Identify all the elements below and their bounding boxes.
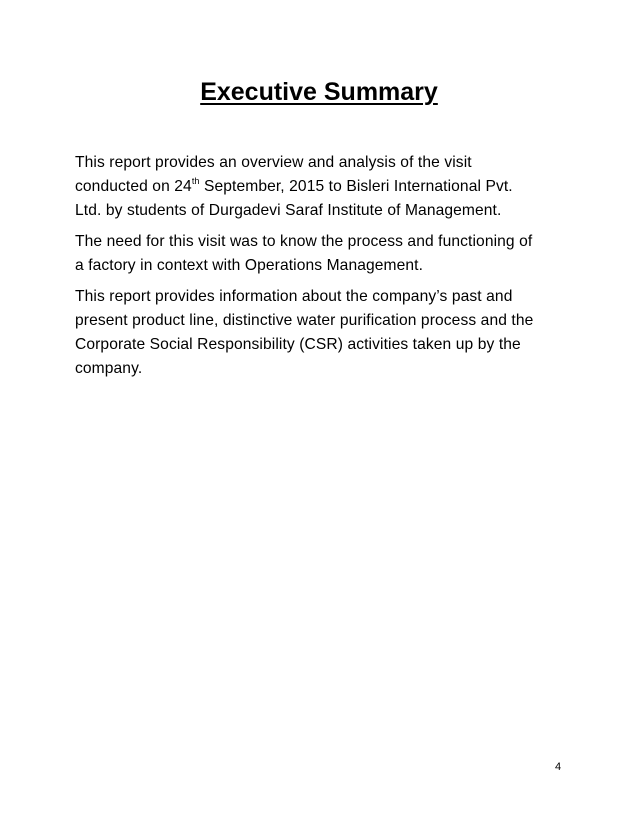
paragraph-line: The need for this visit was to know the process and functioning of — [75, 233, 533, 250]
page-title: Executive Summary — [200, 78, 438, 106]
paragraph-line: Corporate Social Responsibility (CSR) activities taken up by the — [75, 336, 521, 353]
ordinal-superscript: th — [191, 175, 200, 186]
date-text-before: conducted on 24 — [75, 178, 192, 195]
paragraph-report-contents — [75, 285, 575, 381]
summary-body — [75, 151, 575, 388]
paragraph-line: This report provides information about the company’s past and — [75, 288, 513, 305]
page-number: 4 — [555, 761, 562, 773]
paragraph-line: This report provides an overview and analysis of the visit — [75, 154, 472, 171]
paragraph-line: present product line, distinctive water purification process and the — [75, 312, 534, 329]
paragraph-line: a factory in context with Operations Management. — [75, 257, 424, 274]
paragraph-visit-purpose — [75, 230, 575, 278]
paragraph-line-with-date — [75, 175, 575, 199]
paragraph-visit-overview — [75, 151, 575, 223]
paragraph-line: Ltd. by students of Durgadevi Saraf Institute of Management. — [75, 202, 502, 219]
date-text-after: September, 2015 to Bisleri International Pvt. — [199, 178, 513, 195]
paragraph-line: company. — [75, 360, 143, 377]
